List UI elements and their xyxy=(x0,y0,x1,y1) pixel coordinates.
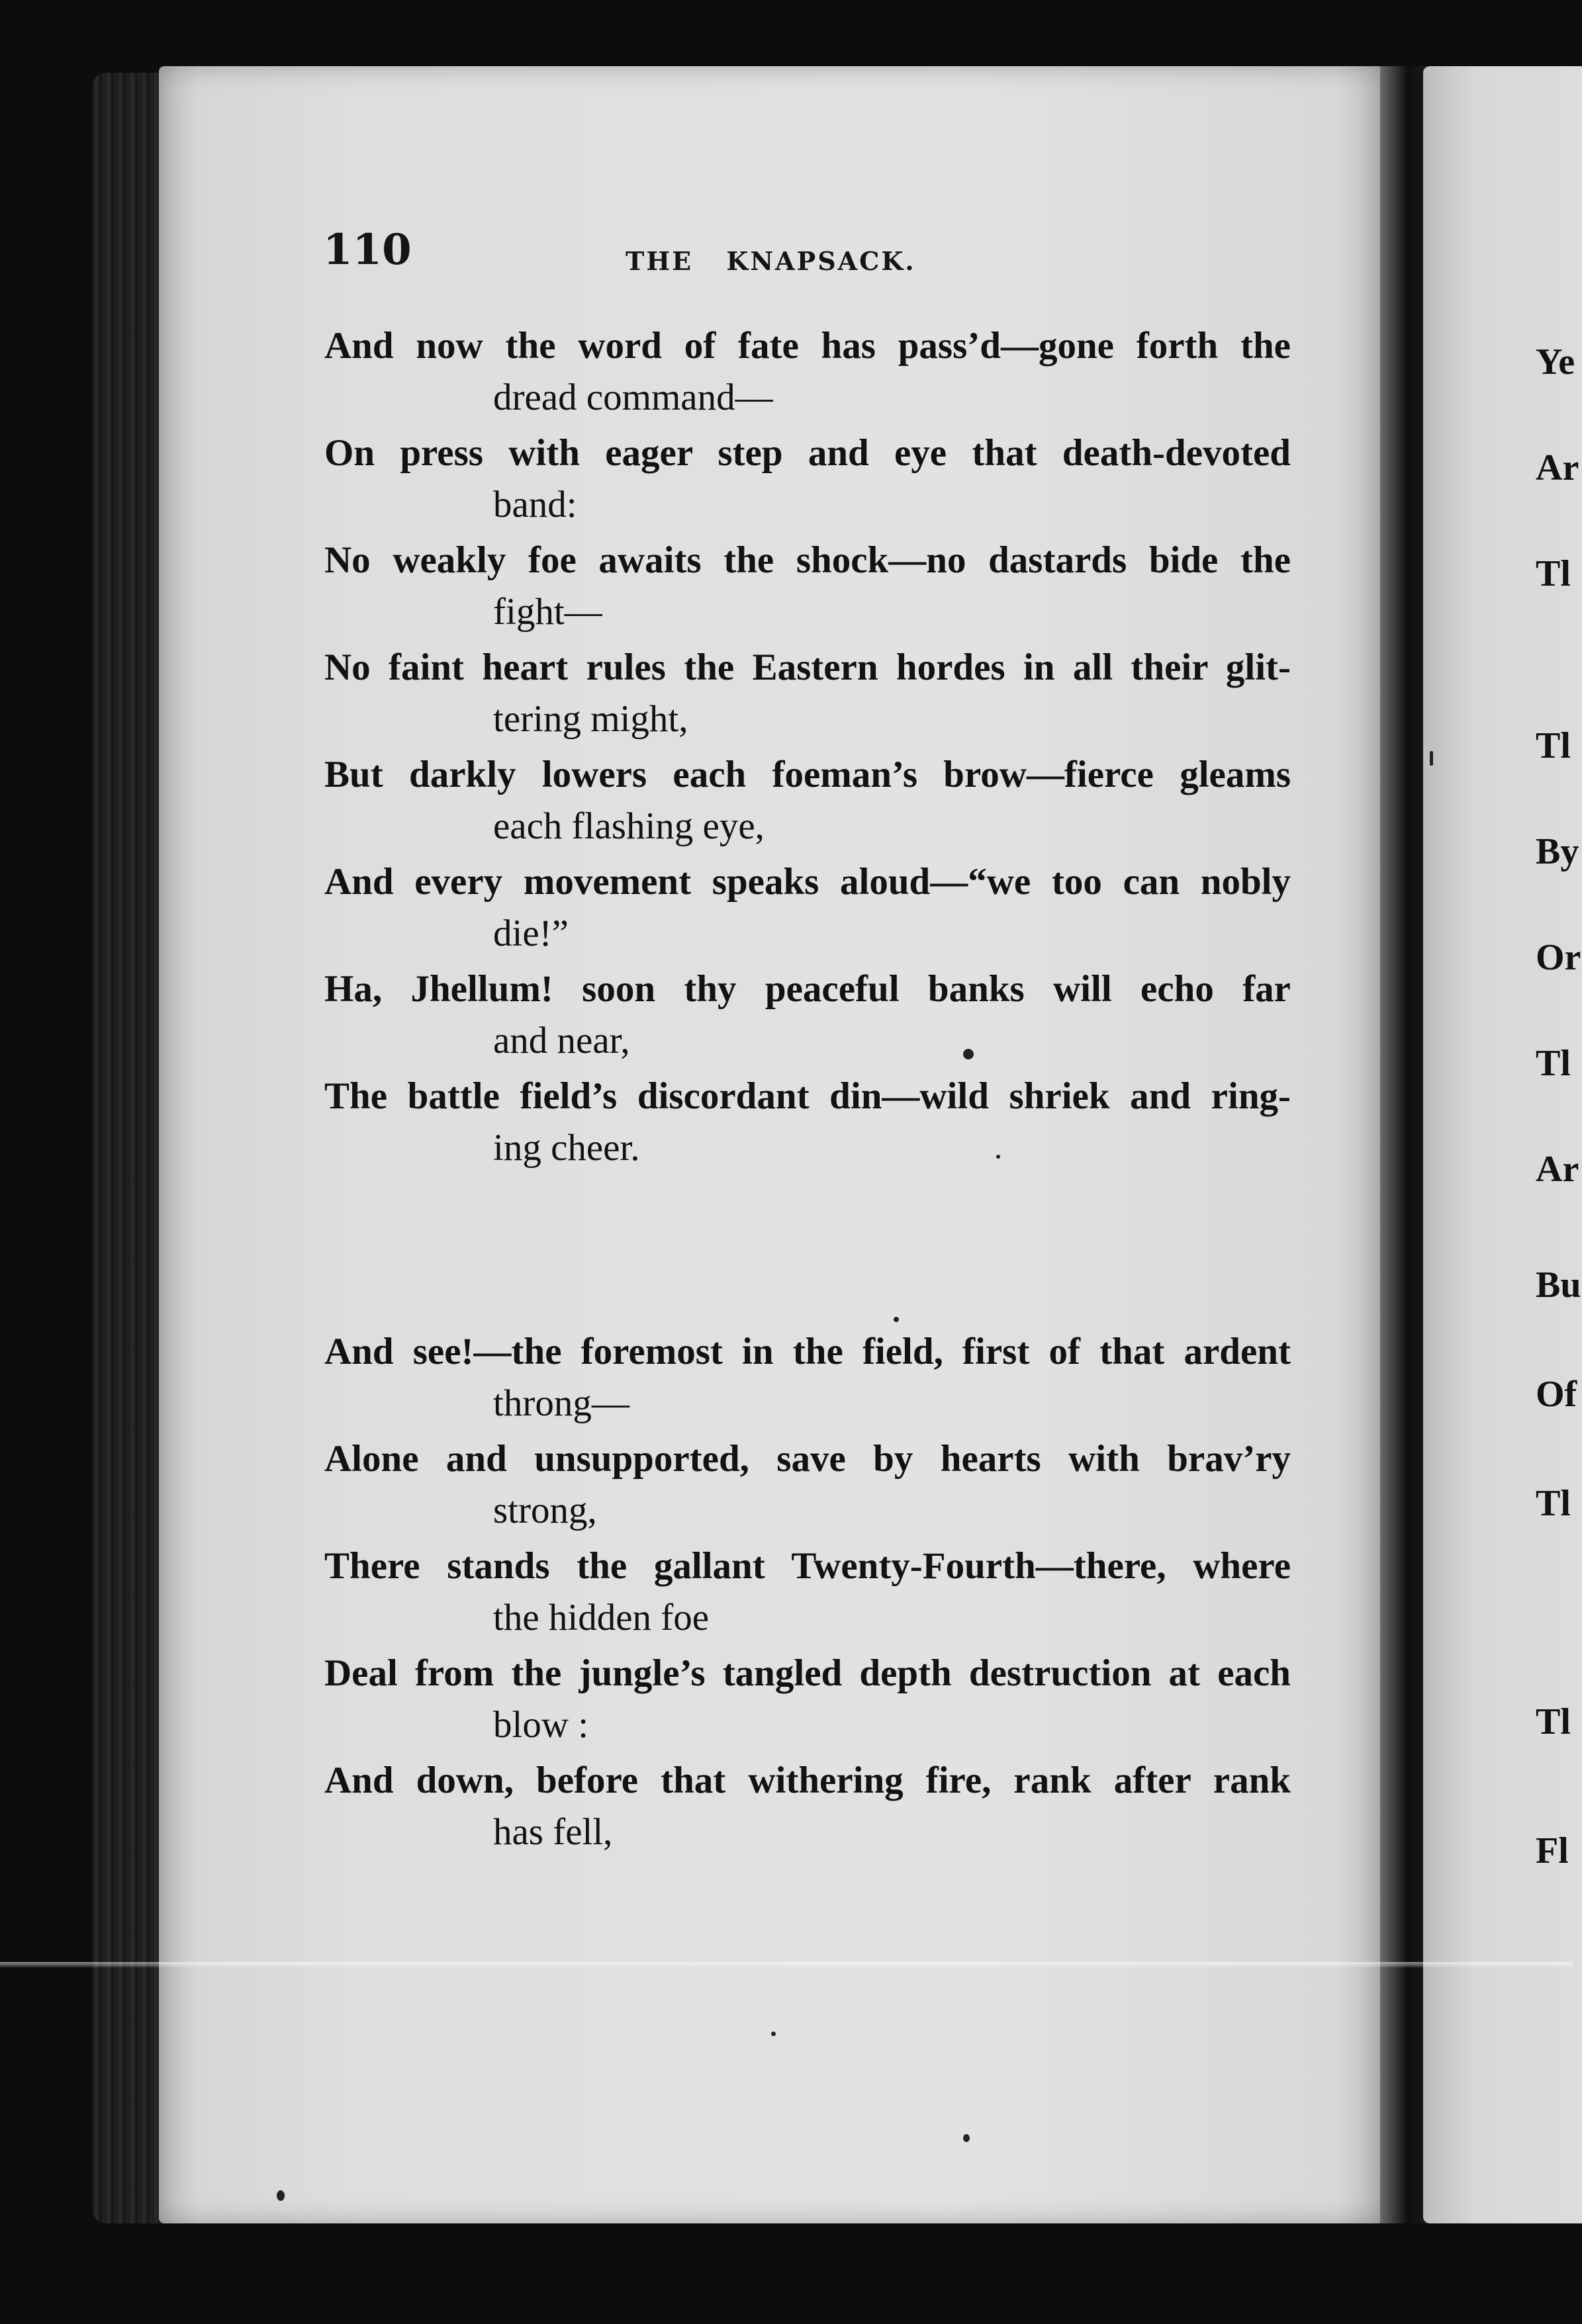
verse-line xyxy=(324,753,1297,860)
facing-line-fragment: Fl xyxy=(1536,1830,1569,1871)
verse-line-text: And down, before that withering fire, rank after rank xyxy=(324,1760,1291,1801)
facing-page xyxy=(1423,66,1582,2223)
ink-speck xyxy=(963,2134,970,2142)
verse-line xyxy=(324,1544,1297,1652)
running-head: THE KNAPSACK. xyxy=(626,246,916,276)
verse-line xyxy=(324,1759,1297,1866)
verse-line-turnover: has fell, xyxy=(493,1811,613,1853)
facing-line-fragment: Bu xyxy=(1536,1265,1581,1306)
facing-line-fragment: Tl xyxy=(1536,553,1571,594)
gutter-shadow xyxy=(1380,66,1426,2223)
ink-speck xyxy=(277,2190,285,2201)
verse-line-turnover: ing cheer. xyxy=(493,1127,640,1169)
facing-line-fragment: Ar xyxy=(1536,1149,1579,1190)
verse-line-text: No weakly foe awaits the shock—no dastards bide the xyxy=(324,539,1291,581)
verse-line-text: Deal from the jungle’s tangled depth destruction at each xyxy=(324,1652,1291,1694)
facing-line-fragment: Or xyxy=(1536,937,1581,978)
verse-line xyxy=(324,431,1297,539)
verse-line-text: On press with eager step and eye that death-devoted xyxy=(324,432,1291,474)
ink-speck xyxy=(771,2032,776,2036)
verse-line-turnover: strong, xyxy=(493,1490,597,1531)
verse-line xyxy=(324,1652,1297,1759)
verse-line-turnover: throng— xyxy=(493,1382,629,1424)
verse-line xyxy=(324,1437,1297,1544)
verse-line xyxy=(324,1330,1297,1437)
stanza xyxy=(324,1330,1297,1866)
verse-line-text: And every movement speaks aloud—“we too can nobly xyxy=(324,861,1291,903)
verse-line-text: The battle field’s discordant din—wild shriek and ring- xyxy=(324,1075,1291,1117)
verse-line xyxy=(324,539,1297,646)
verse-line xyxy=(324,967,1297,1075)
verse-line-turnover: dread command— xyxy=(493,377,773,418)
verse-line-turnover: each flashing eye, xyxy=(493,805,765,847)
book-block-edge xyxy=(93,73,165,2223)
facing-line-fragment: Tl xyxy=(1536,725,1571,766)
facing-line-fragment: Ar xyxy=(1536,447,1579,488)
verse-line xyxy=(324,1075,1297,1182)
facing-line-fragment: By xyxy=(1536,831,1579,872)
stanza xyxy=(324,324,1297,1182)
page-number: 110 xyxy=(323,225,412,275)
verse-line-turnover: tering might, xyxy=(493,698,688,740)
verse-line-turnover: blow : xyxy=(493,1704,589,1746)
verse-line xyxy=(324,324,1297,431)
scan-artifact-line xyxy=(0,1962,1573,1967)
verse-line xyxy=(324,646,1297,753)
facing-line-fragment: Tl xyxy=(1536,1483,1571,1524)
verse-line-turnover: the hidden foe xyxy=(493,1597,710,1638)
facing-line-fragment: Ye xyxy=(1536,341,1575,382)
verse-line-text: Ha, Jhellum! soon thy peaceful banks will echo far xyxy=(324,968,1291,1010)
verse-line-text: And see!—the foremost in the field, first of that ardent xyxy=(324,1331,1291,1372)
facing-line-fragment: Tl xyxy=(1536,1701,1571,1742)
ink-speck xyxy=(963,1049,974,1059)
verse-line-text: But darkly lowers each foeman’s brow—fierce gleams xyxy=(324,754,1291,795)
ink-speck xyxy=(894,1317,899,1322)
verse-line-turnover: die!” xyxy=(493,913,569,954)
verse-line-text: There stands the gallant Twenty-Fourth—there, where xyxy=(324,1545,1291,1587)
verse-line-text: And now the word of fate has pass’d—gone forth the xyxy=(324,325,1291,367)
verse-line-turnover: fight— xyxy=(493,591,602,633)
ink-speck xyxy=(1430,751,1433,766)
verse-line-turnover: band: xyxy=(493,484,577,525)
verse-line-text: No faint heart rules the Eastern hordes in all their glit- xyxy=(324,647,1291,688)
verse-line-turnover: and near, xyxy=(493,1020,630,1061)
verse-line xyxy=(324,860,1297,967)
verse-line-text: Alone and unsupported, save by hearts with brav’ry xyxy=(324,1438,1291,1480)
ink-speck xyxy=(996,1155,1000,1159)
facing-line-fragment: Of xyxy=(1536,1374,1577,1415)
facing-line-fragment: Tl xyxy=(1536,1043,1571,1084)
